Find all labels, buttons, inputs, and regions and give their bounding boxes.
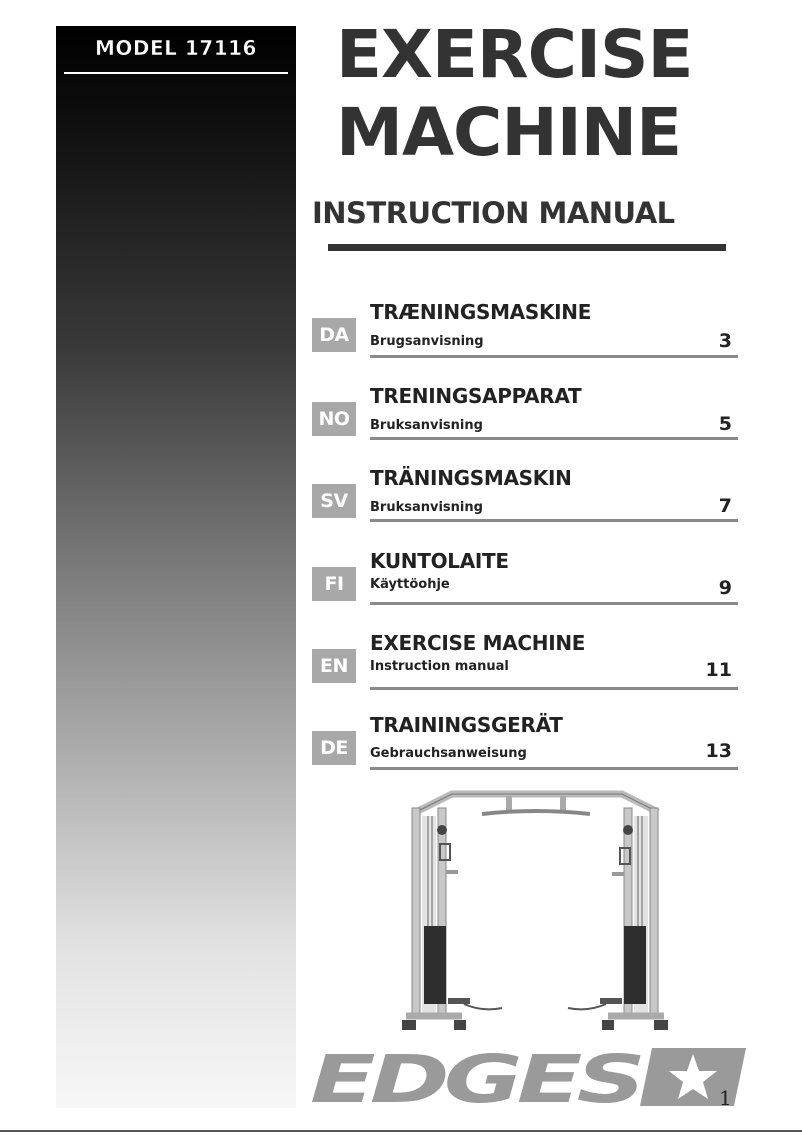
title-line-2: MACHINE — [336, 94, 682, 171]
entry-page-number: 9 — [718, 577, 732, 599]
language-code-badge: SV — [312, 484, 356, 518]
entry-description: Gebrauchsanweisung — [370, 746, 527, 761]
entry-page-number: 13 — [705, 740, 732, 762]
entry-title: TRENINGSAPPARAT — [370, 384, 582, 408]
entry-divider — [370, 355, 738, 358]
brand-name: EDGES — [310, 1044, 641, 1110]
model-divider — [64, 72, 288, 74]
toc-entry-en — [312, 631, 738, 699]
toc-entry-fi — [312, 549, 738, 617]
language-code-badge: NO — [312, 402, 356, 436]
entry-divider — [370, 767, 738, 770]
entry-divider — [370, 687, 738, 690]
entry-title: KUNTOLAITE — [370, 549, 509, 573]
entry-page-number: 7 — [718, 495, 732, 517]
title-line-1: EXERCISE — [336, 16, 693, 93]
language-code-badge: FI — [312, 567, 356, 601]
entry-title: TRAININGSGERÄT — [370, 713, 563, 737]
language-code-badge: DE — [312, 731, 356, 765]
toc-entry-sv — [312, 466, 738, 534]
entry-page-number: 3 — [718, 330, 732, 352]
exercise-machine-illustration — [402, 786, 668, 1038]
entry-title: TRÆNINGSMASKINE — [370, 300, 592, 324]
entry-divider — [370, 437, 738, 440]
subtitle: INSTRUCTION MANUAL — [312, 196, 675, 230]
title-divider — [328, 244, 726, 251]
entry-description: Käyttöohje — [370, 577, 450, 592]
entry-description: Bruksanvisning — [370, 500, 483, 515]
entry-description: Instruction manual — [370, 659, 509, 674]
entry-divider — [370, 519, 738, 522]
toc-entry-no — [312, 384, 738, 452]
entry-description: Bruksanvisning — [370, 418, 483, 433]
sidebar-gradient-panel — [56, 26, 296, 1108]
toc-entry-de — [312, 713, 738, 781]
entry-page-number: 5 — [718, 413, 732, 435]
model-number: MODEL 17116 — [95, 36, 257, 60]
language-code-badge: EN — [312, 649, 356, 683]
toc-entry-da — [312, 300, 738, 368]
entry-title: EXERCISE MACHINE — [370, 631, 586, 655]
page-number: 1 — [719, 1086, 732, 1110]
bottom-divider — [0, 1130, 802, 1132]
entry-page-number: 11 — [705, 659, 732, 681]
entry-divider — [370, 602, 738, 605]
edges-brand-logo — [306, 1044, 748, 1110]
language-code-badge: DA — [312, 318, 356, 352]
entry-title: TRÄNINGSMASKIN — [370, 466, 572, 490]
entry-description: Brugsanvisning — [370, 334, 484, 349]
